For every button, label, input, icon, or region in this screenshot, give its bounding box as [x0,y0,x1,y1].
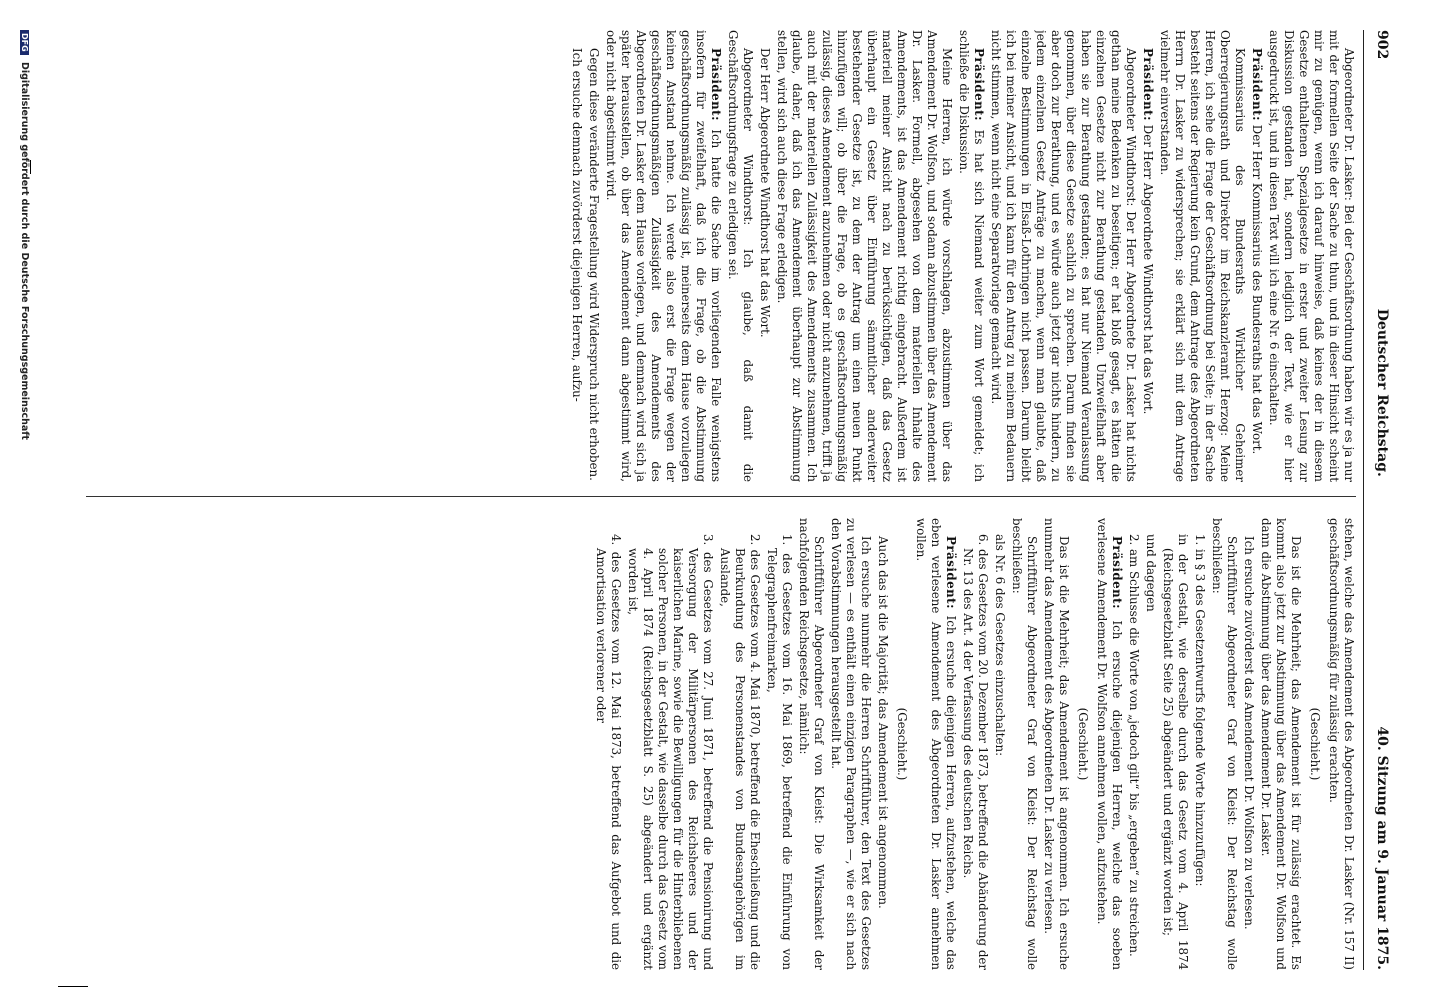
stage-direction [1307,518,1322,970]
paragraph-text: 1. des Gesetzes vom 16. Mai 1869, betreffend die Einführung von Telegraphenfreimarken, [765,534,794,970]
speaker-label: Präsident: [1250,48,1264,121]
paragraph [913,518,958,970]
paragraph-text: Der Herr Abgeordnete Windthorst hat das Wort. [1141,124,1155,415]
paragraph [1258,518,1303,970]
paragraph-text: 2. am Schlusse die Worte von „jedoch gilt“ bis „ergeben“ zu streichen. [1127,534,1141,957]
stage-direction [894,518,909,970]
page-header [1366,30,1390,970]
paragraph-text: Ich ersuche diejenigen Herren, aufzustehen, welche das eben verlesene Amendement des Abgeordneten Dr. Lasker annehmen wollen. [914,518,958,970]
list-item [717,518,762,970]
speaker-label: Präsident: [709,48,723,121]
list-item [1126,518,1141,970]
paragraph [828,518,873,970]
paragraph-text: Ich hatte die Sache im vorliegenden Falle wenigstens insofern für zweifelhaft, daß ich die Frage, ob die Abstimmung geschäftsordnungsmäßig zulässig ist, meinerseits dem Hause vorzulegen keinen Anstand nehme. Ich werde also erst die Frage wegen der geschäftsordnungsmäßigen Zulässigkeit des Amendements des Abgeordneten Dr. Lasker dem Hause vorlegen, und demnach wird sich ja später herausstellen, ob über das Amendement dann abgestimmt wird, oder nicht abgestimmt wird. [604,30,723,482]
paragraph [1140,30,1155,482]
column-divider [86,496,1356,497]
footer-text: Digitalisierung gefördert durch die Deutsche Forschungsgemeinschaft [19,61,30,440]
paragraph-text: (Geschieht.) [1076,707,1090,781]
paragraph-text: Meine Herren, ich würde vorschlagen, abzustimmen über das Amendement Dr. Wolfson, und sodann abzustimmen über das Amendement Dr. Lasker. Formell, abgesehen von dem materiellen Inhalte des Amendements, ist das Amendement richtig eingebracht. Außerdem ist materiell meiner Ansicht nach zu berücksichtigen, daß das Gesetz überhaupt ein Gesetz über Einführung sämmtlicher anderweiter bestehender Gesetze ist, zu dem der Antrag um einen neuen Punkt hinzufügen will; ob über die Frage, ob es geschäftsordnungsmäßig zulässig, dieses Amendement anzunehmen oder nicht anzunehmen, trifft ja auch mit der materiellen Zulässigkeit des Amendements zusammen. Ich glaube, daher, daß ich das Amendement überhaupt zur Abstimmung stellen, wird sich auch diese Frage erledigen. [775,30,954,482]
paragraph-text: 3. des Gesetzes vom 27. Juni 1871, betreffend die Pensionirung und Versorgung der Militärpersonen des Reichsheeres und der kaiserlichen Marine, sowie die Bewilligungen für die Hinterbliebenen solcher Personen, in der Gestalt, wie dasselbe durch das Gesetz vom 4. April 1874 (Reichsgesetzblatt S. 25) abgeändert und ergänzt worden ist, [626,534,715,970]
scan-mark [58,986,88,987]
paragraph-text: Das ist die Mehrheit; das Amendement ist für zulässig erachtet. Es kommt also jetzt zur Abstimmung über das Amendement Dr. Wolfson und dann die Abstimmung über das Amendement Dr. Lasker. [1259,518,1303,970]
list-item [960,518,990,970]
journal-title: Deutscher Reichstag. [1374,308,1390,477]
header-rule [1363,30,1364,970]
paragraph-text: Abgeordneter Windthorst: Der Herr Abgeordnete Dr. Lasker hat nichts gethan meine Bedenken zu beseitigen; er hat bloß gesagt, es hätten die einzelnen Gesetze nicht zur Berathung gestanden. Unzweifelhaft aber haben sie zur Berathung gestanden; es hat nur Niemand Veranlassung genommen, über diese Gesetze sachlich zu sprechen. Darum finden sie aber doch zur Berathung, und es würde auch jetzt gar nichts hindern, zu jedem einzelnen Gesetz Anträge zu machen, wenn man glaubte, daß einzelne Bestimmungen in Elsaß-Lothringen nicht passen. Darum bleibt ich bei meiner Ansicht, und ich kann für den Antrag zu meinem Bedauern nicht stimmen, wenn nicht eine Separatvorlage gemacht wird. [989,30,1138,482]
speaker-label: Präsident: [944,536,958,609]
paragraph-text: in der Gestalt, wie derselbe durch das Gesetz vom 4. April 1874 (Reichsgesetzblatt Seite 25) abgeändert und ergänzt worden ist; [1161,534,1190,970]
paragraph [1266,30,1356,482]
speaker-label: Präsident: [972,48,986,121]
paragraph-text: Ich ersuche demnach zuvörderst diejenigen Herren, aufzu- [570,48,584,402]
paragraph [1241,518,1256,970]
paragraph [1209,518,1239,970]
paragraph [988,30,1138,482]
dfg-logo: DFG [20,30,29,55]
list-item [992,518,1007,970]
paragraph-text: als Nr. 6 des Gesetzes einzuschalten: [993,534,1007,757]
paragraph-text: (Geschieht.) [1308,707,1322,781]
paragraph-text: Der Herr Abgeordnete Windthorst hat das Wort. [758,48,772,338]
speaker-label: Präsident: [1110,536,1124,609]
paragraph-text: Abgeordneter Dr. Lasker: Bei der Geschäftsordnung haben wir es ja nur mit der formellen Seite der Sache zu thun, und in dieser Hinsicht scheint mir zu genügen, wenn ich darauf hinweise, daß keines der in diesem Gesetze enthaltenen Spezialgesetze in erster und zweiter Lesung zur Diskussion gestanden hat, sondern lediglich der Text, wie er hier ausgedruckt ist, und in diesen Text will ich eine Nr. 6 einschalten. [1267,30,1356,482]
paragraph [1157,30,1247,482]
paragraph-text: Auch das ist die Majorität; das Amendement ist angenommen. [876,536,890,909]
paragraph-text: 4. des Gesetzes vom 12. Mai 1873, betreffend das Aufgebot und die Amortisation verlorener oder [594,534,623,970]
list-item [1160,518,1190,970]
paragraph-text: Ich ersuche nunmehr die Herren Schriftführer, den Text des Gesetzes zu verlesen — es enthält einen einzigen Paragraphen —, wie er sich nach den Vorabstimmungen herausgestellt hat. [829,518,873,970]
paragraph-text: (Geschieht.) [895,707,909,781]
paragraph [586,30,601,482]
list-item [625,518,715,970]
stage-direction [1075,518,1090,970]
paragraph [569,30,584,482]
digitization-footer [19,30,30,970]
paragraph-text: Gegen diese veränderte Fragestellung wird Widerspruch nicht erhoben. [587,48,601,481]
session-title: 40. Sitzung am 9. Januar 1875. [1374,726,1390,970]
list-item [764,518,794,970]
paragraph-text: stehen, welche das Amendement des Abgeordneten Dr. Lasker (Nr. 157 II) geschäftsordnungsmäßig für zulässig erachten. [1327,518,1356,970]
paragraph-text: 6. des Gesetzes vom 20. Dezember 1873, betreffend die Abänderung der Nr. 13 des Art. 4 der Verfassung des deutschen Reichs. [961,534,990,970]
paragraph [875,518,890,970]
scan-mark [30,160,31,174]
paragraph [1009,518,1039,970]
right-column [86,518,1356,970]
paragraph-text: Der Herr Kommissarius des Bundesraths hat das Wort. [1250,124,1264,455]
paragraph-text: 1. in § 3 des Gesetzentwurfs folgende Worte hinzuzufügen: [1193,534,1207,887]
list-item [593,518,623,970]
paragraph [796,518,826,970]
paragraph [725,30,755,482]
paragraph [1249,30,1264,482]
list-item [1143,518,1158,970]
paragraph-text: Ich ersuche zuvörderst das Amendement Dr. Wolfson zu verlesen. [1242,536,1256,930]
paragraph-text: Es hat sich Niemand weiter zum Wort gemeldet; ich schließe die Diskussion. [957,30,986,482]
paragraph [956,30,986,482]
paragraph-text: Schriftführer Abgeordneter Graf von Kleist: Der Reichstag wolle beschließen: [1010,518,1039,970]
paragraph-text: Kommissarius des Bundesraths Wirklicher Geheimer Oberregierungsrath und Direktor im Reichskanzleramt Herzog: Meine Herren, ich sehe die Frage der Geschäftsordnung bei Seite; in der Sache besteht seitens der Regierung kein Grund, dem Antrage des Abgeordneten Herrn Dr. Lasker zu widersprechen; sie erklärt sich mit dem Antrage vielmehr einverstanden. [1158,30,1247,482]
paragraph-text: Schriftführer Abgeordneter Graf von Kleist: Der Reichstag wolle beschließen: [1210,518,1239,970]
list-item [1192,518,1207,970]
paragraph-text: Ich ersuche diejenigen Herren, welche das soeben verlesene Amendement Dr. Wolfson annehmen wollen, aufzustehen. [1095,518,1124,970]
paragraph [774,30,954,482]
paragraph-text: Schriftführer Abgeordneter Graf von Kleist: Die Wirksamkeit der nachfolgenden Reichsgesetze, nämlich: [797,518,826,970]
paragraph [1094,518,1124,970]
paragraph-text: 2. des Gesetzes vom 4. Mai 1870, betreffend die Eheschließung und die Beurkundung des Personenstandes von Bundesangehörigen im Auslande, [718,534,762,970]
paragraph [603,30,723,482]
paragraph-text: Abgeordneter Windthorst: Ich glaube, daß damit die Geschäftsordnungsfrage zu erledigen sei. [726,30,755,482]
paragraph-text: Das ist die Mehrheit; das Amendement ist angenommen. Ich ersuche nunmehr das Amendement des Abgeordneten Dr. Lasker zu verlesen. [1042,518,1071,970]
page-number: 902 [1374,30,1390,60]
paragraph [1041,518,1071,970]
left-column [86,30,1356,482]
paragraph [757,30,772,482]
speaker-label: Präsident: [1141,48,1155,121]
paragraph [1326,518,1356,970]
paragraph-text: und dagegen [1144,534,1158,612]
